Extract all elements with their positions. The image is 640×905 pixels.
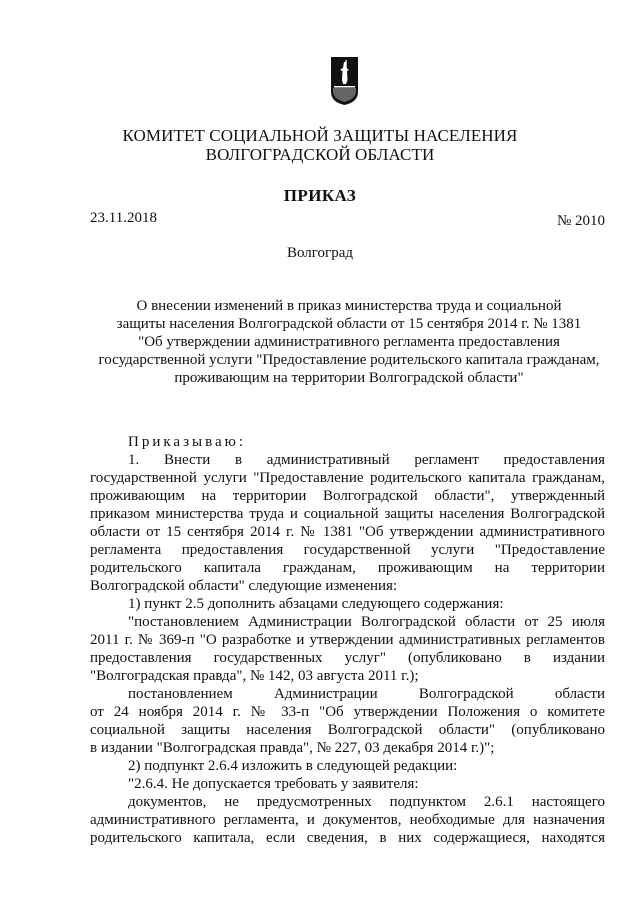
body-line: государственной услуги "Предоставление родительского капитала гражданам, [90, 470, 605, 486]
body-line: "Волгоградская правда", № 142, 03 августа 2011 г.); [90, 668, 419, 684]
volgograd-coat-of-arms-emblem [330, 56, 359, 106]
body-line: области от 15 сентября 2014 г. № 1381 "Об утверждении административного [90, 524, 605, 540]
body-line: 1. Внести в административный регламент предоставления [128, 452, 605, 468]
body-line: от 24 ноября 2014 г. № 33-п "Об утверждении Положения о комитете [90, 704, 605, 720]
body-line: 2011 г. № 369-п "О разработке и утверждении административных регламентов [90, 632, 605, 648]
organization-name-line-1: КОМИТЕТ СОЦИАЛЬНОЙ ЗАЩИТЫ НАСЕЛЕНИЯ [122, 126, 518, 145]
body-line: 1) пункт 2.5 дополнить абзацами следующего содержания: [128, 596, 504, 612]
document-number: № 2010 [556, 213, 605, 229]
body-line: регламента предоставления государственной услуги "Предоставление [90, 542, 605, 558]
body-line: родительского капитала гражданам, проживающим на территории [90, 560, 605, 576]
body-line: в издании "Волгоградская правда", № 227, 03 декабря 2014 г.)"; [90, 740, 495, 756]
document-city: Волгоград [286, 245, 353, 261]
subject-line: "Об утверждении административного регламента предоставления [138, 334, 560, 350]
document-date: 23.11.2018 [90, 210, 157, 226]
subject-line: государственной услуги "Предоставление родительского капитала гражданам, [98, 352, 600, 368]
body-line: постановлением Администрации Волгоградской области [128, 686, 605, 702]
body-line: административного регламента, и документов, необходимые для назначения [90, 812, 605, 828]
body-line: социальной защиты населения Волгоградской области" (опубликовано [90, 722, 605, 738]
body-line: родительского капитала, если сведения, в них содержащиеся, находятся [90, 830, 605, 846]
subject-line: О внесении изменений в приказ министерства труда и социальной [136, 298, 562, 314]
body-line: "2.6.4. Не допускается требовать у заявителя: [128, 776, 419, 792]
document-type-title: ПРИКАЗ [283, 186, 357, 205]
body-line: проживающим на территории Волгоградской области", утвержденный [90, 488, 605, 504]
body-line: предоставления государственных услуг" (опубликовано в издании [90, 650, 605, 666]
organization-name-line-2: ВОЛГОГРАДСКОЙ ОБЛАСТИ [205, 145, 435, 164]
subject-line: защиты населения Волгоградской области от 15 сентября 2014 г. № 1381 [116, 316, 582, 332]
body-line: документов, не предусмотренных подпунктом 2.6.1 настоящего [128, 794, 605, 810]
body-line: Волгоградской области" следующие изменения: [90, 578, 398, 594]
subject-line: проживающим на территории Волгоградской области" [174, 370, 524, 386]
order-directive: Приказываю: [128, 434, 246, 450]
body-line: приказом министерства труда и социальной защиты населения Волгоградской [90, 506, 605, 522]
body-line: 2) подпункт 2.6.4 изложить в следующей редакции: [128, 758, 458, 774]
body-line: "постановлением Администрации Волгоградской области от 25 июля [128, 614, 605, 630]
